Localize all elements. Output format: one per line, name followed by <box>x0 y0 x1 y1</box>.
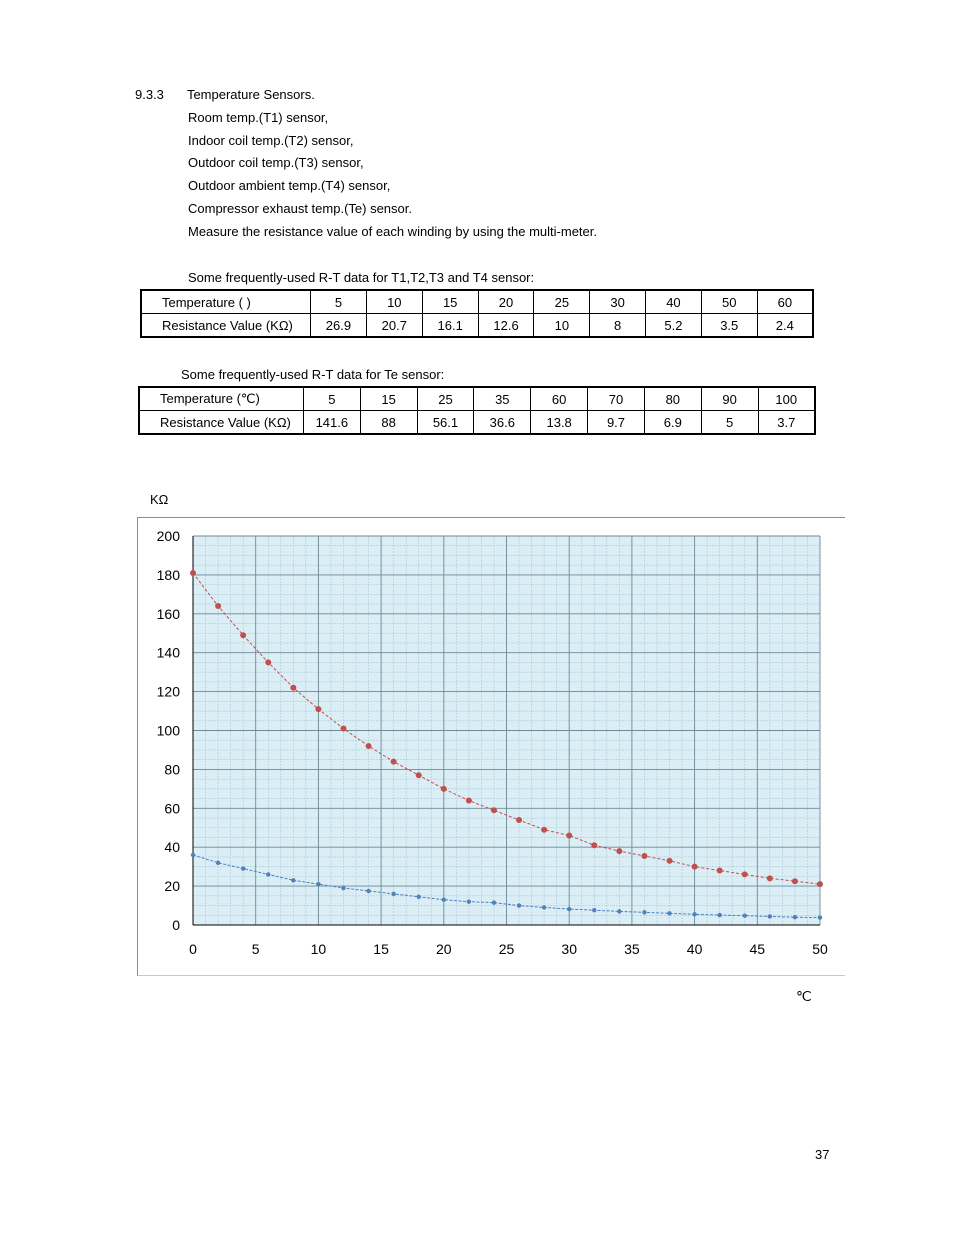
x-tick-label: 35 <box>624 941 640 957</box>
table-cell: 16.1 <box>422 314 478 338</box>
table-cell: 36.6 <box>474 411 531 435</box>
section-number: 9.3.3 <box>135 87 164 102</box>
instruction-text: Measure the resistance value of each winding by using the multi-meter. <box>188 224 597 239</box>
data-point-te <box>566 833 572 839</box>
data-point-te <box>240 632 246 638</box>
resistance-header: Resistance Value (KΩ) <box>139 411 303 435</box>
data-point-te <box>516 817 522 823</box>
y-tick-label: 200 <box>156 528 180 544</box>
table-cell: 13.8 <box>531 411 588 435</box>
chart-frame <box>137 517 845 976</box>
data-point-t1-t4 <box>592 908 596 912</box>
data-point-t1-t4 <box>642 910 646 914</box>
table-cell: 8 <box>590 314 646 338</box>
table-cell: 40 <box>646 290 702 314</box>
temperature-header: Temperature ( ) <box>141 290 311 314</box>
data-point-te <box>391 759 397 765</box>
data-point-t1-t4 <box>492 900 496 904</box>
data-point-te <box>692 864 698 870</box>
y-tick-label: 180 <box>156 566 180 583</box>
y-tick-label: 160 <box>156 605 180 622</box>
x-tick-label: 25 <box>498 941 515 957</box>
data-point-te <box>767 875 773 881</box>
table-cell: 5 <box>303 387 360 411</box>
data-point-t1-t4 <box>291 878 295 882</box>
x-tick-label: 50 <box>812 941 828 957</box>
data-point-t1-t4 <box>743 913 747 917</box>
table-cell: 15 <box>360 387 417 411</box>
y-tick-label: 120 <box>156 683 180 700</box>
rt-table-te <box>138 386 816 435</box>
table-cell: 35 <box>474 387 531 411</box>
table-cell: 3.7 <box>758 411 815 435</box>
data-point-t1-t4 <box>818 915 822 919</box>
data-point-t1-t4 <box>266 872 270 876</box>
table-cell: 5.2 <box>646 314 702 338</box>
y-axis-unit-label: KΩ <box>150 492 169 507</box>
y-tick-label: 100 <box>156 722 180 739</box>
data-point-t1-t4 <box>717 913 721 917</box>
table-cell: 5 <box>311 290 367 314</box>
data-point-te <box>742 871 748 877</box>
data-point-te <box>466 798 472 804</box>
table-row <box>141 290 813 314</box>
x-axis-unit-label: ℃ <box>796 990 812 1005</box>
data-point-te <box>817 881 823 887</box>
y-tick-label: 60 <box>164 800 180 817</box>
table-cell: 20.7 <box>366 314 422 338</box>
data-point-te <box>416 772 422 778</box>
data-point-t1-t4 <box>366 889 370 893</box>
data-point-t1-t4 <box>417 895 421 899</box>
y-tick-label: 20 <box>164 878 180 895</box>
data-point-t1-t4 <box>191 853 195 857</box>
sensor-list-item: Indoor coil temp.(T2) sensor, <box>188 133 354 148</box>
table-cell: 2.4 <box>757 314 813 338</box>
rt-table-t1-t4 <box>140 289 814 338</box>
sensor-list-item: Outdoor ambient temp.(T4) sensor, <box>188 178 391 193</box>
data-point-t1-t4 <box>768 914 772 918</box>
y-tick-label: 0 <box>172 917 180 933</box>
data-point-te <box>491 807 497 813</box>
data-point-te <box>667 858 673 864</box>
table-cell: 100 <box>758 387 815 411</box>
sensor-list-item: Room temp.(T1) sensor, <box>188 110 329 125</box>
y-tick-label: 140 <box>156 644 180 661</box>
data-point-te <box>366 743 372 749</box>
x-tick-label: 45 <box>749 941 766 957</box>
x-tick-label: 40 <box>686 941 703 957</box>
table-cell: 10 <box>534 314 590 338</box>
data-point-te <box>340 726 346 732</box>
data-point-te <box>290 685 296 691</box>
data-point-t1-t4 <box>517 903 521 907</box>
data-point-t1-t4 <box>542 905 546 909</box>
data-point-te <box>792 878 798 884</box>
table-cell: 20 <box>478 290 534 314</box>
y-tick-label: 40 <box>164 839 180 856</box>
table-cell: 3.5 <box>701 314 757 338</box>
section-heading <box>135 87 315 102</box>
table-cell: 26.9 <box>311 314 367 338</box>
data-point-te <box>441 786 447 792</box>
x-tick-label: 0 <box>189 941 197 957</box>
table-row <box>139 411 815 435</box>
table-cell: 25 <box>534 290 590 314</box>
resistance-header: Resistance Value (KΩ) <box>141 314 311 338</box>
page-number: 37 <box>815 1147 830 1162</box>
sensor-list-item: Compressor exhaust temp.(Te) sensor. <box>188 201 412 216</box>
data-point-t1-t4 <box>341 886 345 890</box>
table-cell: 25 <box>417 387 474 411</box>
rt-curve-chart <box>138 518 845 975</box>
table-row <box>141 314 813 338</box>
section-title: Temperature Sensors. <box>186 87 315 102</box>
table-cell: 30 <box>590 290 646 314</box>
table-cell: 60 <box>757 290 813 314</box>
sensor-list-item: Outdoor coil temp.(T3) sensor, <box>188 155 364 170</box>
data-point-te <box>641 853 647 859</box>
data-point-t1-t4 <box>692 912 696 916</box>
data-point-t1-t4 <box>316 882 320 886</box>
data-point-te <box>717 868 723 874</box>
table-cell: 88 <box>360 411 417 435</box>
table-cell: 90 <box>701 387 758 411</box>
data-point-t1-t4 <box>667 911 671 915</box>
y-tick-label: 80 <box>164 761 180 778</box>
data-point-t1-t4 <box>467 899 471 903</box>
table-cell: 15 <box>422 290 478 314</box>
data-point-t1-t4 <box>241 866 245 870</box>
table-cell: 12.6 <box>478 314 534 338</box>
data-point-te <box>591 842 597 848</box>
table-cell: 5 <box>701 411 758 435</box>
data-point-te <box>215 603 221 609</box>
x-tick-label: 15 <box>373 941 389 957</box>
data-point-te <box>616 848 622 854</box>
data-point-te <box>265 659 271 665</box>
data-point-t1-t4 <box>617 909 621 913</box>
x-tick-label: 20 <box>436 941 452 957</box>
table-cell: 9.7 <box>588 411 645 435</box>
data-point-te <box>190 570 196 576</box>
temperature-header: Temperature (℃) <box>139 387 303 411</box>
table2-caption: Some frequently-used R-T data for Te sensor: <box>181 367 445 382</box>
table-cell: 80 <box>644 387 701 411</box>
table-cell: 60 <box>531 387 588 411</box>
table-cell: 10 <box>366 290 422 314</box>
data-point-t1-t4 <box>442 898 446 902</box>
x-tick-label: 10 <box>310 941 327 957</box>
table-cell: 50 <box>701 290 757 314</box>
x-tick-label: 5 <box>251 941 260 957</box>
data-point-te <box>315 706 321 712</box>
data-point-te <box>541 827 547 833</box>
data-point-t1-t4 <box>391 892 395 896</box>
table-cell: 141.6 <box>303 411 360 435</box>
table-cell: 56.1 <box>417 411 474 435</box>
table-row <box>139 387 815 411</box>
data-point-t1-t4 <box>793 915 797 919</box>
table-cell: 70 <box>588 387 645 411</box>
data-point-t1-t4 <box>567 907 571 911</box>
data-point-t1-t4 <box>216 861 220 865</box>
x-tick-label: 30 <box>561 941 577 957</box>
table1-caption: Some frequently-used R-T data for T1,T2,T3 and T4 sensor: <box>188 270 535 285</box>
table-cell: 6.9 <box>644 411 701 435</box>
